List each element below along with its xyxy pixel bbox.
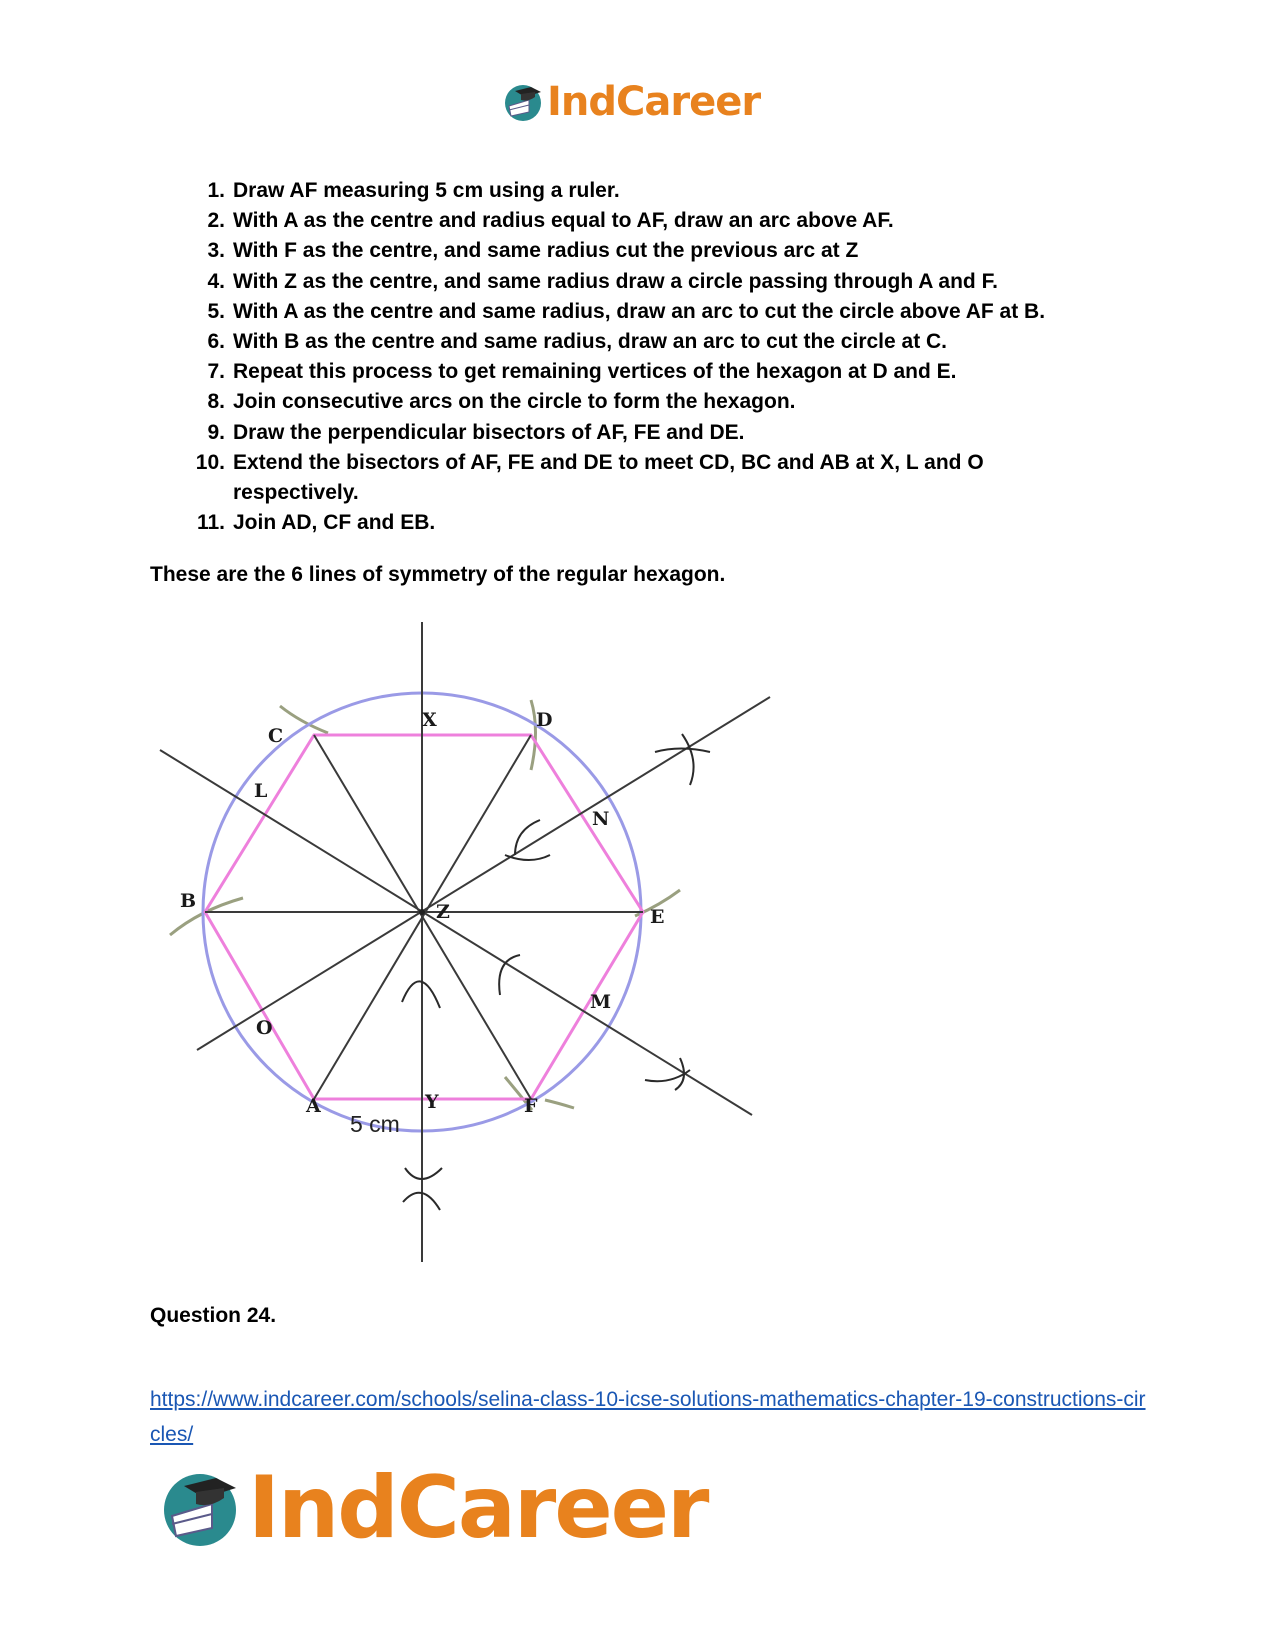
- label-a: A: [306, 1095, 321, 1117]
- question-heading: Question 24.: [150, 1304, 277, 1327]
- center-point: [419, 909, 425, 915]
- label-e: E: [650, 906, 665, 928]
- list-item: [150, 387, 1150, 417]
- step-text: Extend the bisectors of AF, FE and DE to meet CD, BC and AB at X, L and O respectively.: [233, 450, 984, 505]
- list-item: [150, 236, 1150, 266]
- list-item: [150, 297, 1150, 327]
- step-text: With A as the centre and same radius, draw an arc to cut the circle above AF at B.: [233, 299, 1046, 323]
- label-y: Y: [425, 1091, 439, 1113]
- label-m: M: [590, 991, 612, 1013]
- step-text: Draw the perpendicular bisectors of AF, FE and DE.: [233, 420, 745, 444]
- list-item: [150, 357, 1150, 387]
- step-number: 7.: [207, 360, 225, 384]
- label-x: X: [422, 709, 437, 731]
- bisector-de-line: [197, 697, 770, 1050]
- source-link[interactable]: https://www.indcareer.com/schools/selina-class-10-icse-solutions-mathematics-chapter-19-constructions-circles/: [150, 1388, 1146, 1446]
- regular-hexagon: [205, 735, 643, 1099]
- step-text: Repeat this process to get remaining vertices of the hexagon at D and E.: [233, 360, 957, 384]
- footer-logo: [160, 1458, 708, 1558]
- step-number: 11.: [196, 511, 225, 535]
- step-number: 1.: [207, 179, 225, 202]
- symmetry-lines: [160, 622, 770, 1262]
- label-d: D: [536, 709, 553, 731]
- hexagon-symmetry-diagram: [150, 615, 790, 1275]
- label-z: Z: [436, 901, 450, 923]
- list-item: [150, 327, 1150, 357]
- step-number: 10.: [195, 450, 225, 474]
- label-c: C: [268, 725, 284, 747]
- bisector-fe-line: [160, 750, 752, 1115]
- conclusion-text: These are the 6 lines of symmetry of the regular hexagon.: [150, 563, 726, 586]
- measure-label: 5 cm: [350, 1111, 400, 1137]
- list-item: [150, 418, 1150, 448]
- list-item: [150, 206, 1150, 236]
- logo-text: IndCareer: [547, 79, 761, 125]
- graduation-cap-icon: [160, 1468, 240, 1548]
- list-item: [150, 176, 1150, 206]
- step-number: 9.: [207, 420, 225, 444]
- step-number: 4.: [207, 269, 225, 293]
- construction-steps: [150, 176, 1150, 538]
- step-text: With F as the centre, and same radius cut the previous arc at Z: [233, 239, 859, 263]
- bisector-arc-marks: [402, 734, 710, 1210]
- construction-arc-marks: [170, 700, 680, 1110]
- label-o: O: [256, 1017, 273, 1039]
- step-text: Draw AF measuring 5 cm using a ruler.: [233, 179, 620, 202]
- list-item: [150, 267, 1150, 297]
- label-b: B: [180, 890, 197, 912]
- step-text: Join AD, CF and EB.: [233, 511, 436, 535]
- step-number: 5.: [207, 299, 225, 323]
- list-item: [150, 508, 1150, 538]
- step-number: 6.: [207, 330, 225, 354]
- label-f: F: [524, 1095, 538, 1117]
- step-text: With A as the centre and radius equal to AF, draw an arc above AF.: [233, 209, 894, 233]
- label-n: N: [592, 808, 610, 830]
- step-number: 2.: [207, 209, 225, 233]
- step-text: Join consecutive arcs on the circle to form the hexagon.: [233, 390, 796, 414]
- graduation-cap-icon: [503, 82, 543, 122]
- step-number: 8.: [207, 390, 225, 414]
- logo-text: IndCareer: [248, 1458, 708, 1558]
- step-number: 3.: [207, 239, 225, 263]
- step-text: With B as the centre and same radius, draw an arc to cut the circle at C.: [233, 330, 948, 354]
- label-l: L: [254, 780, 268, 802]
- header-logo: [503, 78, 760, 126]
- list-item: [150, 448, 1150, 508]
- step-text: With Z as the centre, and same radius draw a circle passing through A and F.: [233, 269, 998, 293]
